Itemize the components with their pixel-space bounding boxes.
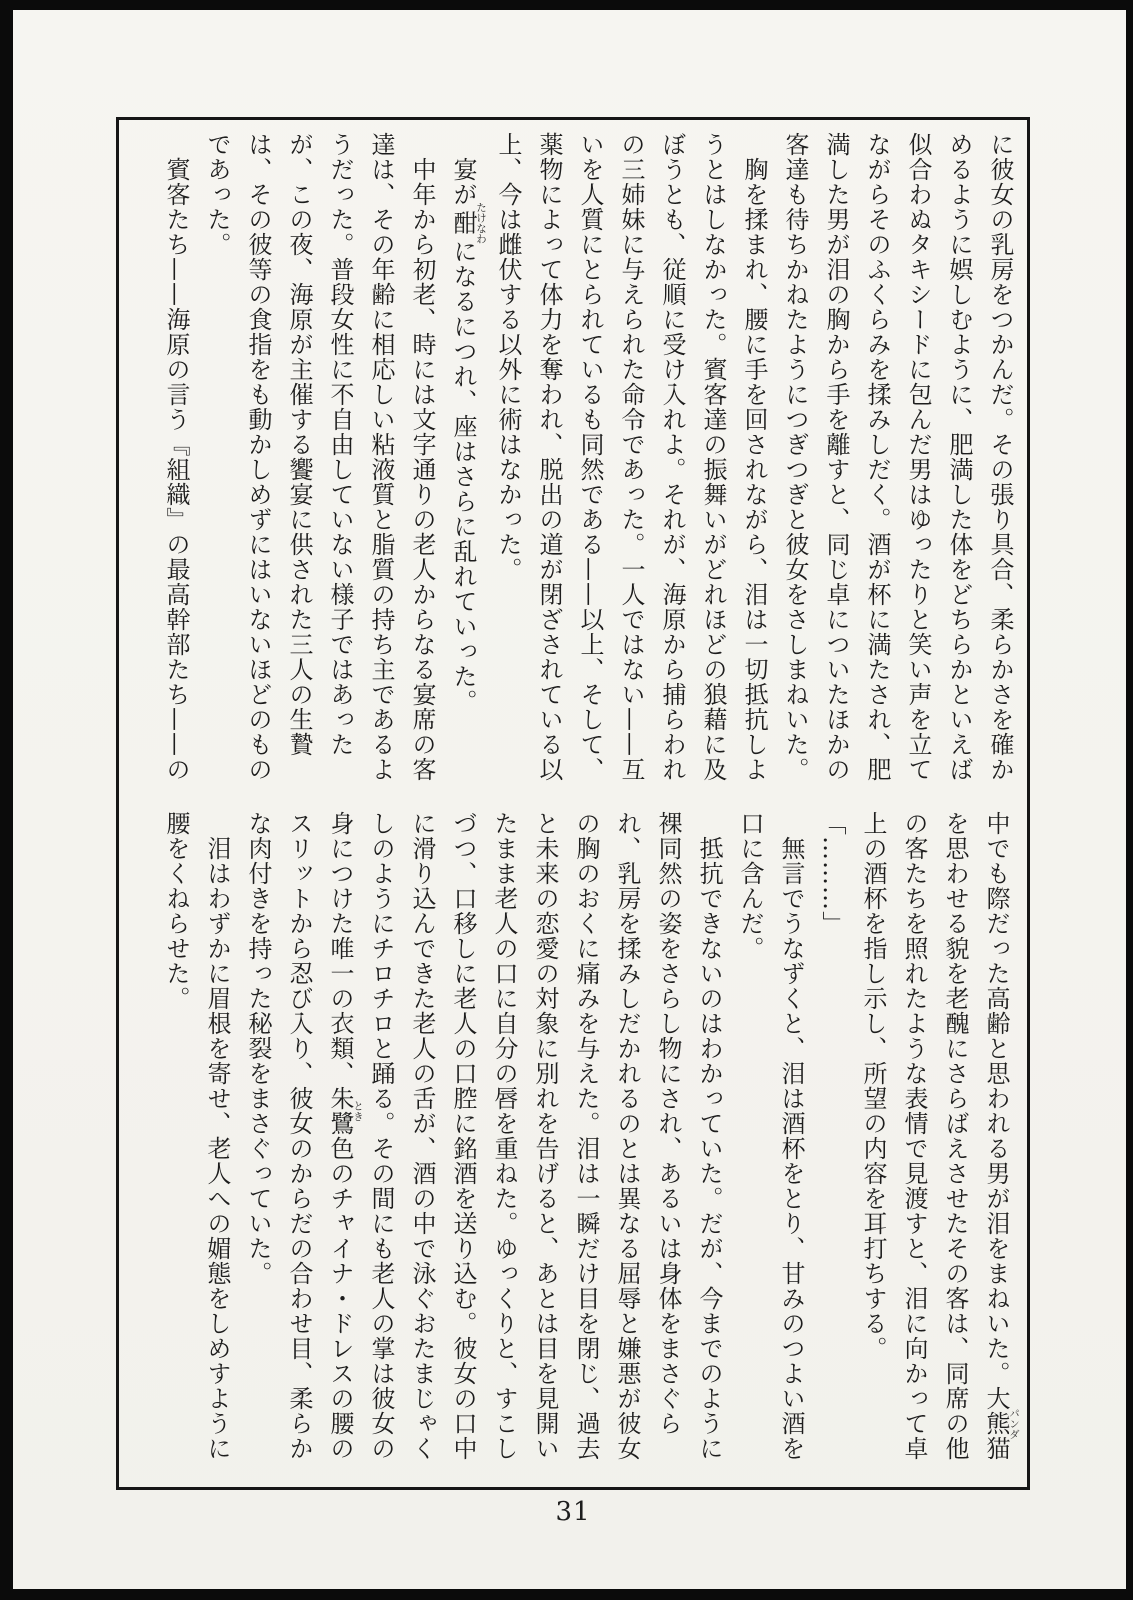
paragraph: 賓客たち——海原の言う『組織』の最高幹部たち——の — [162, 132, 190, 782]
text-block-bottom — [148, 811, 1020, 1463]
paragraph: 無言でうなずくと、泪は酒杯をとり、甘みのつよい酒を口に含んだ。 — [736, 811, 805, 1461]
ruby-annotated-word: 朱鷺とき — [326, 1086, 364, 1136]
paragraph: 中でも際だった高齢と思われる男が泪をまねいた。大熊猫パンダを思わせる貌を老醜にさらばえさせたその客は、同席の他の客たちを照れたような表情で見渡すと、泪に向かって卓上の酒杯を指し示し、所望の内容を耳打ちする。 — [859, 811, 1020, 1461]
scan-edge-top — [0, 0, 1133, 10]
paragraph: に彼女の乳房をつかんだ。その張り具合、柔らかさを確かめるように娯しむように、肥満した体をどちらかといえば似合わぬタキシードに包んだ男はゆったりと笑い声を立てながらそのふくらみを揉みしだく。酒が杯に満たされ、肥満した男が泪の胸から手を離すと、同じ卓についたほかの客達も待ちかねたようにつぎつぎと彼女をさしまねいた。 — [781, 132, 1014, 782]
page-number: 31 — [555, 1497, 591, 1527]
paragraph: 「………」 — [818, 811, 846, 936]
paragraph: 泪はわずかに眉根を寄せ、老人への媚態をしめすように腰をくねらせた。 — [162, 811, 231, 1461]
scan-edge-left — [0, 0, 13, 1600]
paragraph: 抵抗できないのはわかっていた。だが、今までのように裸同然の姿をさらし物にされ、あるいは身体をまさぐられ、乳房を揉みしだかれるのとは異なる屈辱と嫌悪が彼女の胸のおくに痛みを与えた。泪は一瞬だけ目を閉じ、過去と未来の恋愛の対象に別れを告げると、あとは目を見開いたまま老人の口に自分の唇を重ねた。ゆっくりと、すこしづつ、口移しに老人の口腔に銘酒を送り込む。彼女の口中に滑り込んできた老人の舌が、酒の中で泳ぐおたまじゃくしのようにチロチロと踊る。その間にも老人の掌は彼女の身につけた唯一の衣類、朱鷺とき色のチャイナ・ドレスの腰のスリットから忍び入り、彼女のからだの合わせ目、柔らかな肉付きを持った秘裂をまさぐっていた。 — [244, 811, 723, 1461]
ruby-annotated-word: 大熊猫パンダ — [982, 1386, 1020, 1461]
scan-edge-right — [1126, 0, 1133, 1600]
paragraph: 宴が酣たけなわになるにつれ、座はさらに乱れていった。 — [449, 132, 487, 714]
paragraph: 中年から初老、時には文字通りの老人からなる宴席の客達は、その年齢に相応しい粘液質と脂質の持ち主であるようだった。普段女性に不自由していない様子ではあったが、この夜、海原が主催する饗宴に供された三人の生贄は、その彼等の食指をも動かしめずにはいないほどのものであった。 — [203, 132, 436, 782]
scan-edge-bottom — [0, 1589, 1133, 1600]
paragraph: 胸を揉まれ、腰に手を回されながら、泪は一切抵抗しようとはしなかった。賓客達の振舞いがどれほどの狼藉に及ぼうとも、従順に受け入れよ。それが、海原から捕らわれの三姉妹に与えられた命令であった。一人ではない——互いを人質にとられているも同然である——以上、そして、薬物によって体力を奪われ、脱出の道が閉ざされている以上、今は雌伏する以外に術はなかった。 — [494, 132, 768, 782]
ruby-annotated-word: 酣たけなわ — [449, 202, 487, 244]
text-block-top — [148, 132, 1020, 784]
